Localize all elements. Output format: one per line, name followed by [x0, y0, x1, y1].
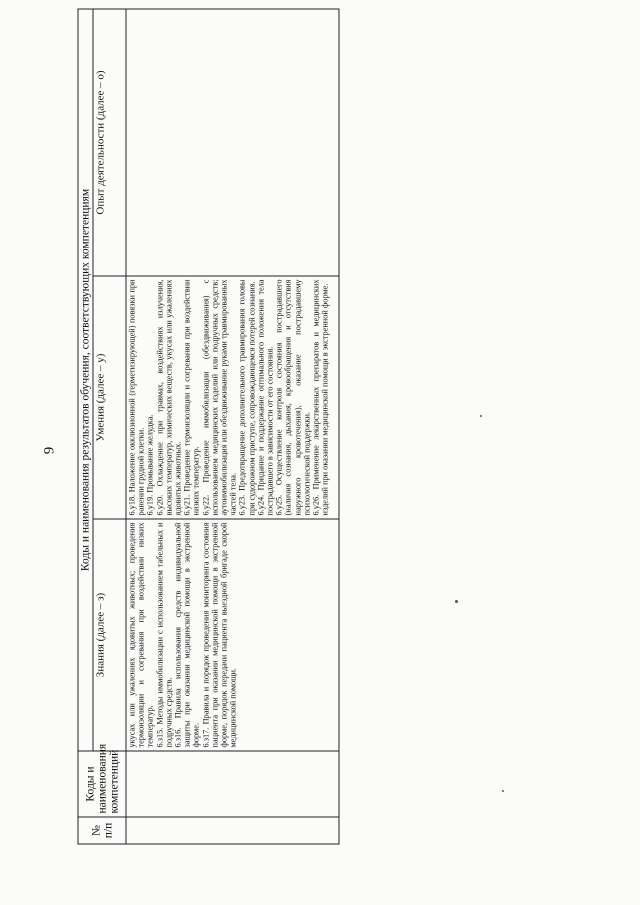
skill-item: 6.у25. Осуществление контроля состояния пострадавшего (наличия сознания, дыхания, кровообращения и отсутствия наружного кровотечения), оказание пострадавшему психологической поддержки.	[274, 279, 312, 516]
skill-item: 6.у26. Применение лекарственных препаратов и медицинских изделий при оказании медицинской помощи в экстренной форме.	[311, 279, 330, 516]
knowledge-item: 6.з17. Правила и порядок проведения мониторинга состояния пациента при оказании медицинской помощи в экстренной форме, порядок передачи пациента выездной бригаде скорой медицинской помощи.	[201, 522, 238, 748]
rotated-table-wrapper	[78, 10, 340, 845]
skill-item: 6.у18. Наложение окклюзионной (герметизирующей) повязки при ранении грудной клетки.	[127, 279, 146, 516]
scan-speck	[502, 790, 504, 792]
scan-speck	[455, 600, 458, 603]
header-number: № п/п	[78, 817, 126, 844]
skill-item: 6.у24. Придание и поддержание оптимального положения тела пострадавшего в зависимости от его состояния.	[256, 279, 275, 516]
header-experience: Опыт деятельности (далее – о)	[93, 9, 126, 276]
skill-item: 6.у22. Проведение иммобилизации (обездвиживания) с использованием медицинских изделий или подручных средств; аутоиммобилизация или обездвиживание руками травмированных частей тела.	[201, 279, 238, 516]
cell-codes	[126, 751, 339, 817]
cell-skills	[126, 276, 339, 519]
skill-item: 6.у19. Промывание желудка.	[145, 414, 155, 516]
header-skills: Умения (далее – у)	[93, 276, 126, 519]
knowledge-item: 6.з15. Методы иммобилизации с использованием табельных и подручных средств.	[155, 522, 174, 748]
cell-experience	[126, 9, 339, 276]
cell-knowledge	[126, 519, 339, 751]
knowledge-item: укусах или ужалениях ядовитых животных; проведения термоизоляции и согревания при воздействии низких температур.	[127, 522, 155, 748]
header-codes: Коды и наименования компетенций	[78, 751, 126, 817]
skill-item: 6.у21. Проведение термоизоляции и согревания при воздействии низких температур.	[182, 279, 201, 516]
scan-speck	[480, 415, 482, 417]
page-number: 9	[41, 446, 58, 455]
header-results: Коды и наименования результатов обучения, соответствующих компетенциям	[78, 9, 93, 751]
skill-item: 6.у23. Предотвращение дополнительного травмирования головы при судорожном приступе, сопровождающемся потерей сознания.	[237, 279, 257, 516]
header-knowledge: Знания (далее – з)	[93, 519, 126, 751]
knowledge-item: 6.з16. Правила использования средств индивидуальной защиты при оказании медицинской помощи в экстренной форме.	[173, 522, 201, 748]
competencies-table	[78, 8, 340, 844]
skill-item: 6.у20. Охлаждение при травмах, воздействиях излучения, высоких температур, химических веществ, укусах или ужалениях ядовитых животных.	[155, 279, 183, 516]
cell-number	[126, 817, 339, 844]
